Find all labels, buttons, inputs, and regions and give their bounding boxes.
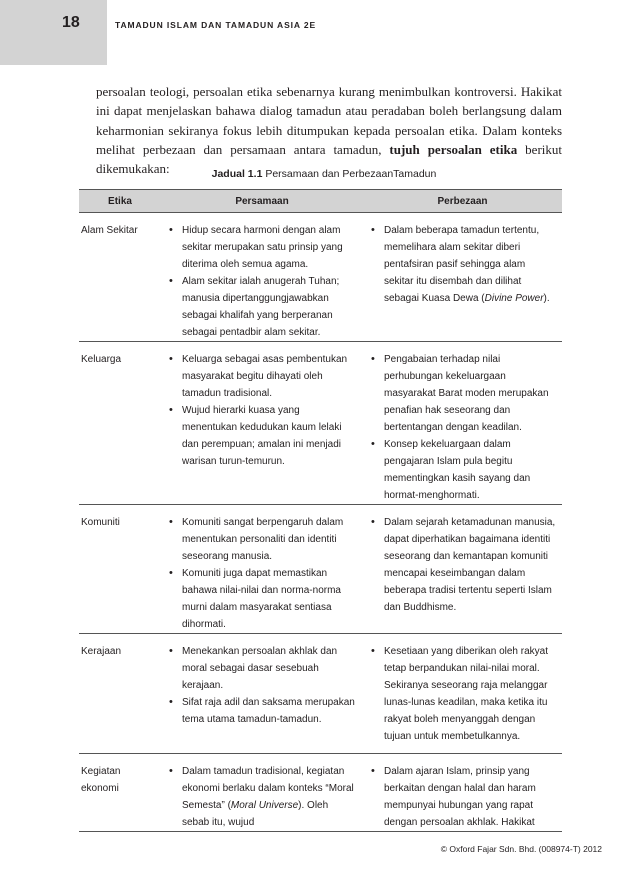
bold-phrase: tujuh [389,141,420,157]
perbezaan-list [369,351,556,504]
cell-perbezaan [363,634,562,754]
bullet-item: • Menekankan persoalan akhlak dan moral sebagai dasar sesebuah kerajaan. [167,643,357,694]
bullet-item: • Dalam tamadun tradisional, kegiatan ekonomi berlaku dalam konteks “Moral Semesta” (Moral Universe). Oleh sebab itu, wujud [167,763,357,831]
bullet-item: • Keluarga sebagai asas pembentukan masyarakat begitu dihayati oleh tamadun tradisional. [167,351,357,402]
persamaan-list [167,222,357,341]
cell-persamaan [161,634,363,754]
bullet-item: • Wujud hierarki kuasa yang menentukan kedudukan kaum lelaki dan perempuan; amalan ini menjadi warisan turun-temurun. [167,402,357,470]
italic-term: Moral Universe [230,800,299,811]
ethics-table [79,189,562,832]
table-caption [0,168,638,180]
table-row [79,342,562,505]
persamaan-list [167,643,357,728]
table-caption-title: Persamaan dan PerbezaanTamadun [265,168,437,180]
header-persamaan: Persamaan [161,190,363,213]
copyright-footer: © Oxford Fajar Sdn. Bhd. (008974-T) 2012 [440,844,602,854]
bullet-item: • Dalam sejarah ketamadunan manusia, dapat diperhatikan bagaimana identiti seseorang dan kemantapan komuniti mencapai keseimbangan dalam beberapa tradisi tertentu seperti Islam dan Buddhisme. [369,514,556,616]
cell-perbezaan [363,213,562,342]
bullet-item: • Pengabaian terhadap nilai perhubungan kekeluargaan masyarakat Barat moden merupakan penafian hak seseorang dan bertentangan dengan keadilan. [369,351,556,436]
cell-persamaan [161,213,363,342]
perbezaan-list [369,643,556,745]
table-row [79,505,562,634]
perbezaan-list [369,222,556,307]
body-line: berlangsung dalam keharmonian sekiranya fokus lebih ditumpukan kepada persoalan [96,103,563,138]
header-perbezaan: Perbezaan [363,190,562,213]
body-line: etika. Dalam konteks melihat perbezaan dan persamaan antara tamadun, [96,122,563,157]
persamaan-list [167,351,357,470]
bullet-item: • Konsep kekeluargaan dalam pengajaran Islam pula begitu mementingkan kasih sayang dan hormat-menghormati. [369,436,556,504]
bullet-item: • Alam sekitar ialah anugerah Tuhan; manusia dipertanggungjawabkan sebagai khalifah yang berperanan sebagai pentadbir alam sekitar. [167,273,357,341]
cell-etika: Alam Sekitar [79,213,161,342]
table-row [79,213,562,342]
bold-phrase: persoalan etika [427,141,518,157]
bullet-item: • Komuniti sangat berpengaruh dalam menentukan personaliti dan identiti seseorang manusia. [167,514,357,565]
cell-persamaan [161,754,363,832]
page-number-tab [0,0,107,65]
cell-perbezaan [363,505,562,634]
body-line: Hakikat ini dapat menjelaskan bahawa dialog tamadun atau peradaban boleh [96,84,562,119]
body-line: persoalan teologi, persoalan etika sebenarnya kurang menimbulkan kontroversi. [96,84,517,99]
bullet-item: • Dalam beberapa tamadun tertentu, memelihara alam sekitar diberi pentafsiran pasif sehingga alam sekitar itu disembah dan dilihat sebagai Kuasa Dewa (Divine Power). [369,222,556,307]
body-paragraph [96,82,562,178]
perbezaan-list [369,763,556,831]
running-header: TAMADUN ISLAM DAN TAMADUN ASIA 2E [115,20,317,30]
table-header-row [79,190,562,213]
table-caption-label: Jadual 1.1 [211,168,263,180]
page-number: 18 [62,14,80,31]
bullet-item: • Sifat raja adil dan saksama merupakan tema utama tamadun-tamadun. [167,694,357,728]
persamaan-list [167,763,357,831]
persamaan-list [167,514,357,633]
bullet-item: • Kesetiaan yang diberikan oleh rakyat tetap berpandukan nilai-nilai moral. Sekiranya seseorang raja melanggar lunas-lunas keadilan, maka ketika itu rakyat boleh menyanggah dengan tujuan untuk membetulkannya. [369,643,556,745]
table-body [79,213,562,832]
cell-etika: Keluarga [79,342,161,505]
bullet-item: • Hidup secara harmoni dengan alam sekitar merupakan satu prinsip yang diterima oleh semua agama. [167,222,357,273]
cell-persamaan [161,505,363,634]
cell-persamaan [161,342,363,505]
perbezaan-list [369,514,556,616]
cell-etika: Kegiatan ekonomi [79,754,161,832]
table-row [79,634,562,754]
body-line: berikut dikemukakan: [96,141,562,177]
cell-etika: Kerajaan [79,634,161,754]
cell-perbezaan [363,754,562,832]
ethics-table-container [79,189,562,832]
table-row [79,754,562,832]
header-etika: Etika [79,190,161,213]
cell-perbezaan [363,342,562,505]
cell-etika: Komuniti [79,505,161,634]
bullet-item: • Komuniti juga dapat memastikan bahawa nilai-nilai dan norma-norma murni dalam masyarakat sentiasa dihormati. [167,565,357,633]
italic-term: Divine Power [484,293,544,304]
bullet-item: • Dalam ajaran Islam, prinsip yang berkaitan dengan halal dan haram mempunyai hubungan yang rapat dengan persoalan akhlak. Hakikat [369,763,556,831]
